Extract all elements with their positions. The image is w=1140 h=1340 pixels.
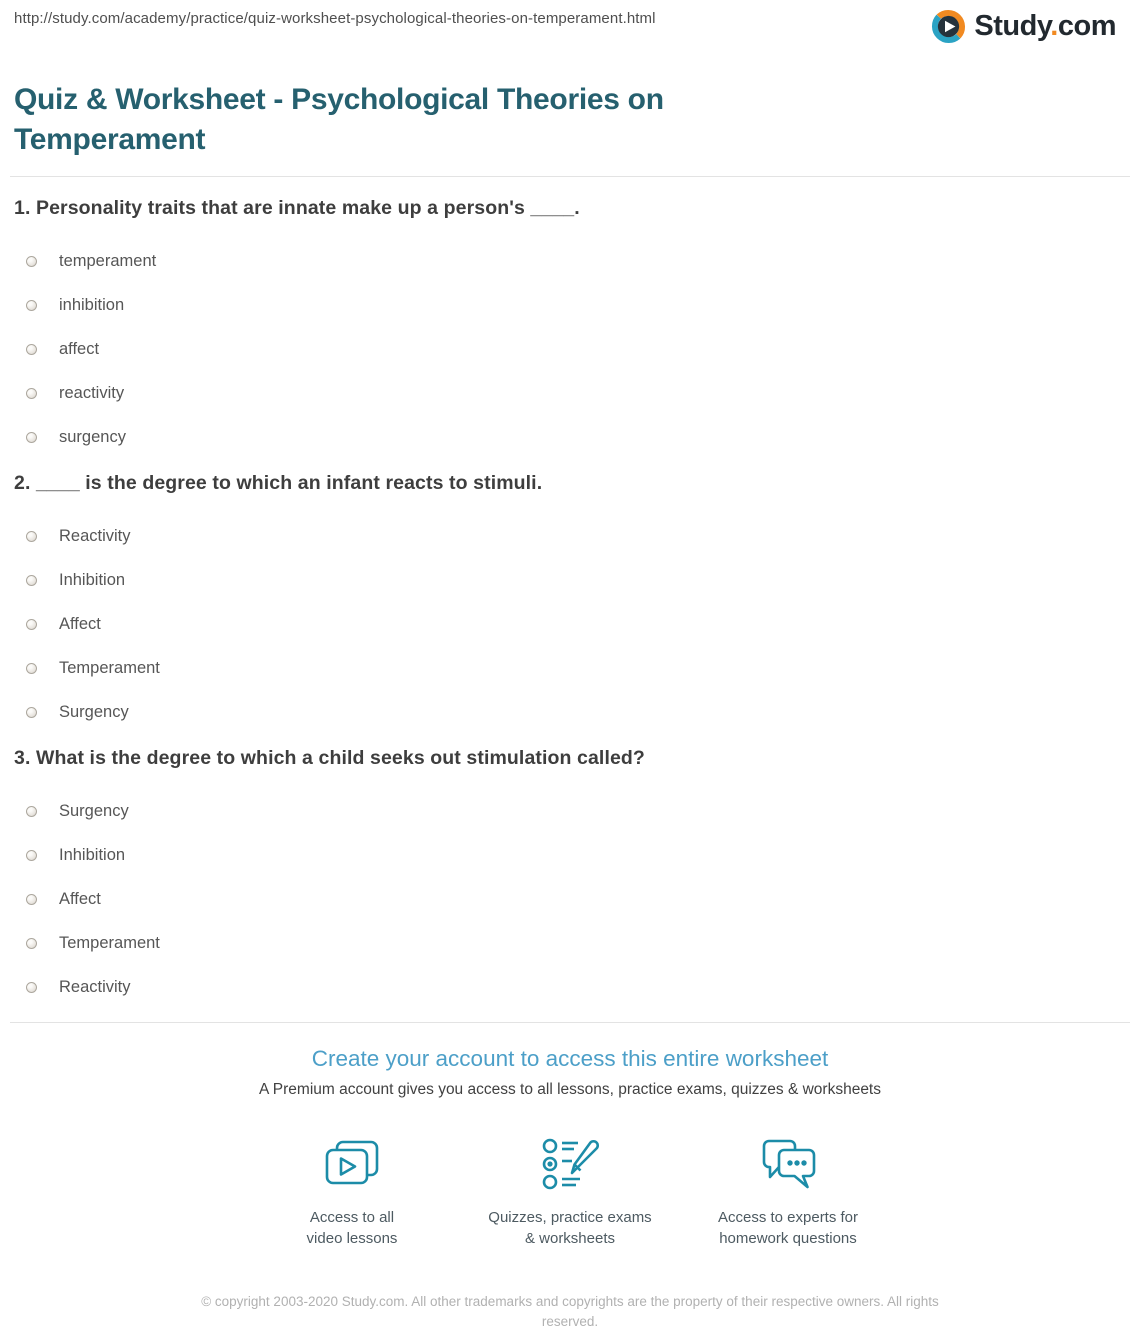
question-1	[14, 197, 1126, 446]
option-label[interactable]: Affect	[59, 889, 101, 908]
quiz-questions	[0, 197, 1140, 996]
option-label[interactable]: temperament	[59, 251, 157, 270]
option-label[interactable]: surgency	[59, 427, 126, 446]
studycom-logo[interactable]	[930, 8, 1116, 45]
chat-bubbles-icon	[679, 1133, 897, 1195]
option-row[interactable]	[26, 890, 1126, 908]
option-label[interactable]: Temperament	[59, 658, 160, 677]
option-row[interactable]	[26, 934, 1126, 952]
divider	[10, 1022, 1130, 1023]
radio-button[interactable]	[26, 344, 37, 355]
radio-button[interactable]	[26, 806, 37, 817]
question-text: 2. ____ is the degree to which an infant reacts to stimuli.	[14, 472, 543, 495]
option-label[interactable]: Temperament	[59, 933, 160, 952]
option-label[interactable]: affect	[59, 339, 100, 358]
option-label[interactable]: Reactivity	[59, 977, 131, 996]
options-list	[14, 802, 1126, 996]
radio-button[interactable]	[26, 531, 37, 542]
options-list	[14, 252, 1126, 446]
question-text: 3. What is the degree to which a child seeks out stimulation called?	[14, 747, 645, 770]
page-title: Quiz & Worksheet - Psychological Theories on Temperament	[14, 83, 664, 156]
feature-label: Access to experts for homework questions	[717, 1209, 859, 1248]
radio-button[interactable]	[26, 256, 37, 267]
play-circle-icon	[930, 8, 967, 45]
radio-button[interactable]	[26, 300, 37, 311]
create-account-link[interactable]: Create your account to access this entire worksheet	[311, 1046, 829, 1072]
question-text: 1. Personality traits that are innate make up a person's ____.	[14, 197, 580, 220]
radio-button[interactable]	[26, 894, 37, 905]
option-row[interactable]	[26, 978, 1126, 996]
option-row[interactable]	[26, 428, 1126, 446]
radio-button[interactable]	[26, 432, 37, 443]
radio-button[interactable]	[26, 575, 37, 586]
premium-description: A Premium account gives you access to all lessons, practice exams, quizzes & worksheets	[259, 1081, 881, 1099]
radio-button[interactable]	[26, 982, 37, 993]
option-label[interactable]: Surgency	[59, 801, 129, 820]
feature-label: Access to all video lessons	[306, 1209, 398, 1248]
option-row[interactable]	[26, 571, 1126, 589]
radio-button[interactable]	[26, 850, 37, 861]
feature-video-lessons	[243, 1133, 461, 1250]
feature-experts	[679, 1133, 897, 1250]
video-play-icon	[243, 1133, 461, 1195]
feature-label: Quizzes, practice exams & worksheets	[488, 1209, 652, 1248]
option-row[interactable]	[26, 802, 1126, 820]
option-label[interactable]: Affect	[59, 614, 101, 633]
radio-button[interactable]	[26, 707, 37, 718]
options-list	[14, 527, 1126, 721]
option-label[interactable]: reactivity	[59, 383, 125, 402]
cta-section	[0, 1046, 1140, 1099]
radio-button[interactable]	[26, 938, 37, 949]
option-row[interactable]	[26, 846, 1126, 864]
option-label[interactable]: Reactivity	[59, 526, 131, 545]
option-label[interactable]: Inhibition	[59, 570, 126, 589]
option-row[interactable]	[26, 659, 1126, 677]
option-row[interactable]	[26, 252, 1126, 270]
question-2	[14, 472, 1126, 721]
option-label[interactable]: inhibition	[59, 295, 125, 314]
option-row[interactable]	[26, 296, 1126, 314]
option-row[interactable]	[26, 703, 1126, 721]
divider	[10, 176, 1130, 177]
radio-button[interactable]	[26, 619, 37, 630]
option-label[interactable]: Inhibition	[59, 845, 126, 864]
question-3	[14, 747, 1126, 996]
page-header	[0, 0, 1140, 58]
radio-button[interactable]	[26, 388, 37, 399]
feature-quizzes	[461, 1133, 679, 1250]
option-label[interactable]: Surgency	[59, 702, 129, 721]
option-row[interactable]	[26, 527, 1126, 545]
radio-button[interactable]	[26, 663, 37, 674]
page-url: http://study.com/academy/practice/quiz-worksheet-psychological-theories-on-temperament.html	[14, 10, 656, 27]
option-row[interactable]	[26, 615, 1126, 633]
option-row[interactable]	[26, 384, 1126, 402]
copyright-notice: © copyright 2003-2020 Study.com. All other trademarks and copyrights are the property of their respective owners. All rights reserved.	[201, 1293, 939, 1330]
logo-wordmark: Study.com	[974, 10, 1116, 42]
quiz-checklist-icon	[461, 1133, 679, 1195]
option-row[interactable]	[26, 340, 1126, 358]
features-row	[0, 1133, 1140, 1250]
